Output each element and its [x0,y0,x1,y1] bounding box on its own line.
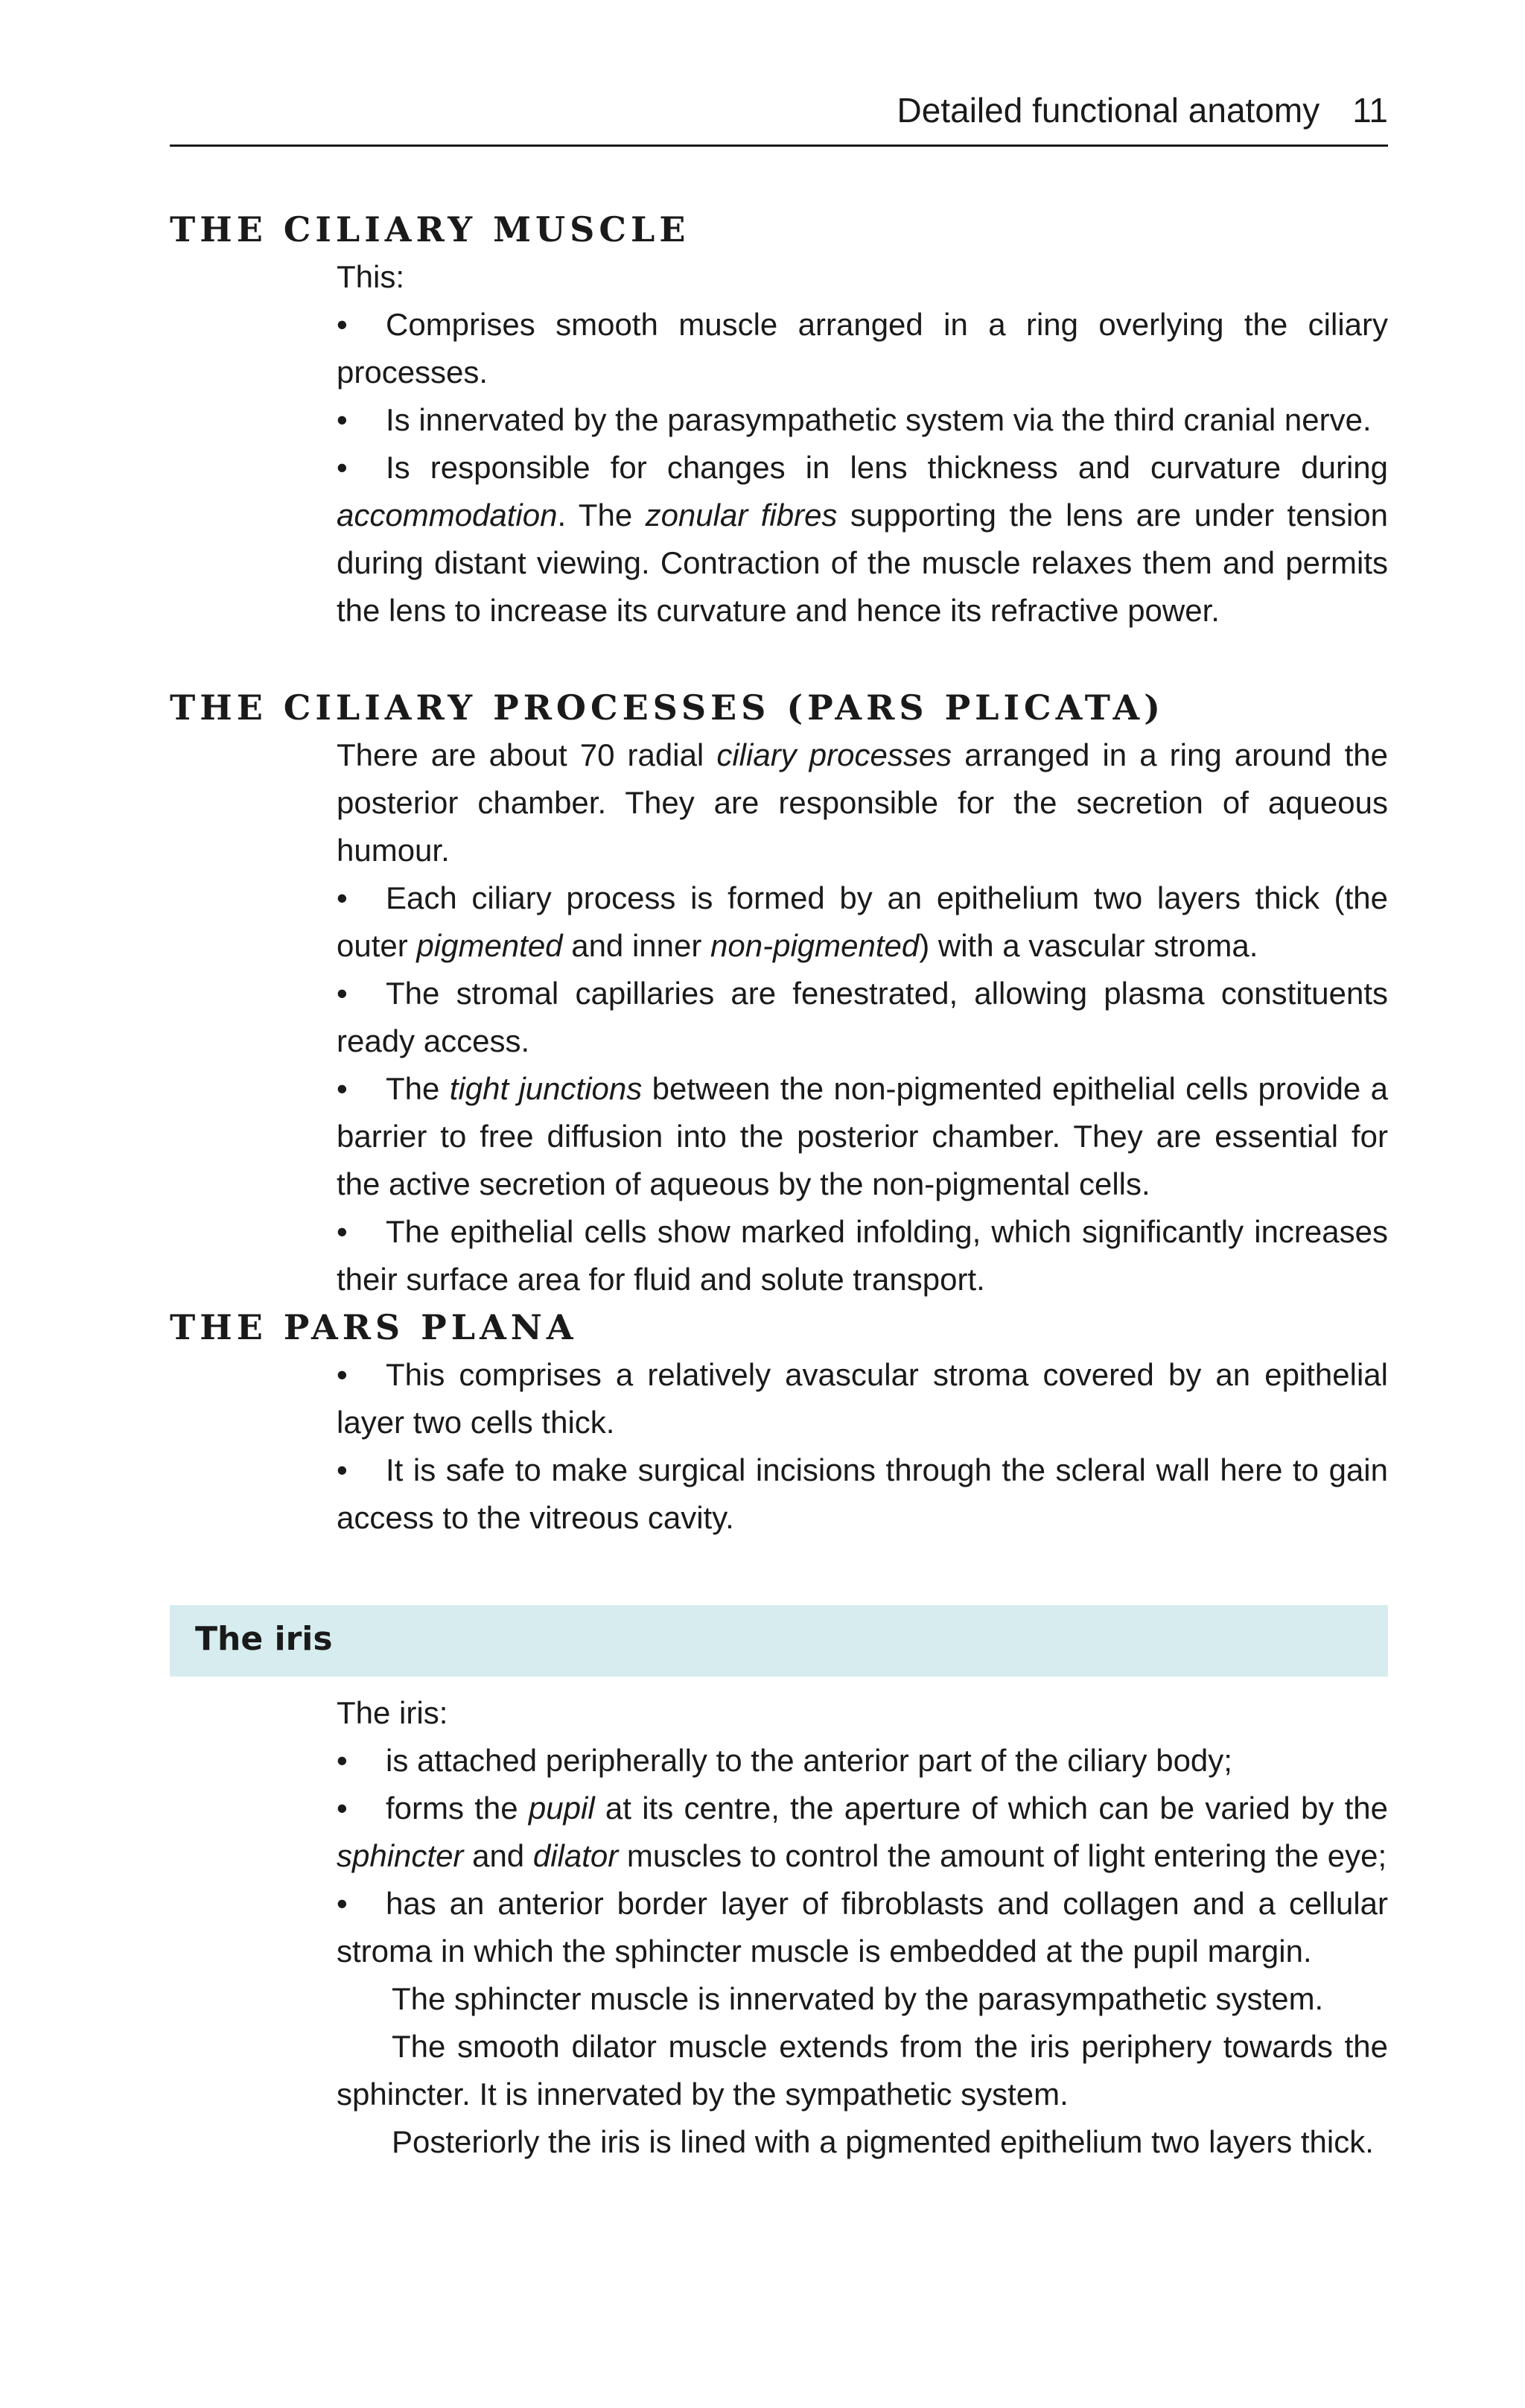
paragraph: Posteriorly the iris is lined with a pigmented epithelium two layers thick. [392,2124,1374,2159]
section-heading: The iris [195,1620,333,1658]
bullet-item: • Is responsible for changes in lens thickness and curvature during accommodation. The zonular fibres supporting the lens are under tension during distant viewing. Contraction of the muscle relaxes them and permits the lens to increase its curvature and hence its refractive power. [337,444,1388,635]
bullet-item: • The tight junctions between the non-pigmented epithelial cells provide a barrier to free diffusion into the posterior chamber. They are essential for the active secretion of aqueous by the non-pigmental cells. [337,1065,1388,1208]
bullet-item: • This comprises a relatively avascular stroma covered by an epithelial layer two cells thick. [337,1351,1388,1446]
running-head-title: Detailed functional anatomy [897,91,1320,130]
bullet-item: • It is safe to make surgical incisions through the scleral wall here to gain access to the vitreous cavity. [337,1446,1388,1542]
section-heading: THE CILIARY MUSCLE [170,209,690,250]
section-heading: THE CILIARY PROCESSES (PARS PLICATA) [170,687,1165,728]
iris-heading-band [170,1605,1388,1677]
intro-text: There are about 70 radial ciliary processes arranged in a ring around the posterior chamber. They are responsible for the secretion of aqueous humour. [337,737,1389,868]
bullet-item: • has an anterior border layer of fibroblasts and collagen and a cellular stroma in which the sphincter muscle is embedded at the pupil margin. [337,1880,1388,1975]
bullet-item: • Comprises smooth muscle arranged in a ring overlying the ciliary processes. [337,301,1388,396]
intro-text: This: [337,259,405,294]
section-ciliary-muscle [170,206,1388,635]
bullet-item: • Is innervated by the parasympathetic system via the third cranial nerve. [337,396,1388,444]
section-pars-plana [170,1303,1388,1542]
section-body [337,731,1388,1303]
bullet-item: • The epithelial cells show marked infolding, which significantly increases their surface area for fluid and solute transport. [337,1208,1388,1303]
paragraph: The smooth dilator muscle extends from the iris periphery towards the sphincter. It is innervated by the sympathetic system. [337,2029,1388,2112]
bullet-item: • is attached peripherally to the anterior part of the ciliary body; [337,1737,1388,1785]
section-ciliary-processes [170,684,1388,1303]
section-body [337,1351,1388,1542]
intro-text: The iris: [337,1695,448,1730]
section-heading: THE PARS PLANA [170,1307,578,1347]
page-number: 11 [1352,91,1388,130]
section-body [337,253,1388,635]
bullet-item: • forms the pupil at its centre, the aperture of which can be varied by the sphincter and dilator muscles to control the amount of light entering the eye; [337,1785,1388,1880]
bullet-item: • The stromal capillaries are fenestrated, allowing plasma constituents ready access. [337,970,1388,1065]
running-head [170,88,1388,147]
section-iris [170,1689,1388,2166]
section-body [337,1689,1388,2166]
paragraph: The sphincter muscle is innervated by the parasympathetic system. [392,1981,1324,2016]
bullet-item: • Each ciliary process is formed by an epithelium two layers thick (the outer pigmented and inner non-pigmented) with a vascular stroma. [337,874,1388,970]
